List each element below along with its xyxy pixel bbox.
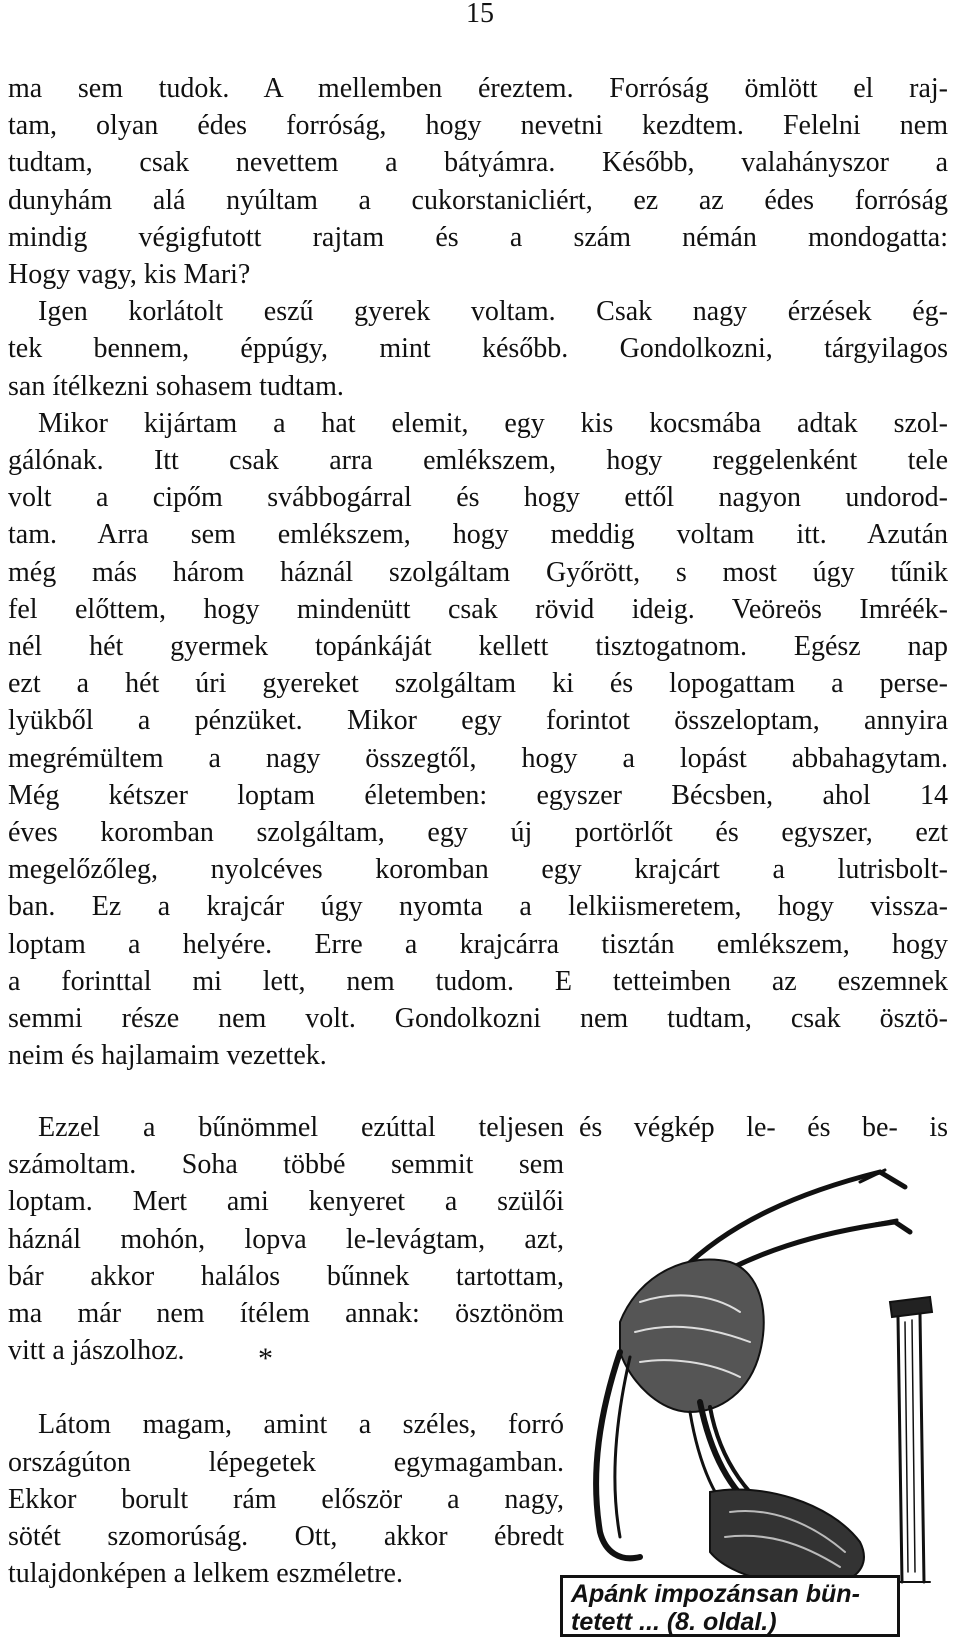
text-line: vitt a jászolhoz. bbox=[8, 1335, 185, 1367]
text-line: megelőzőleg, nyolcéves koromban egy krajcárt a lutrisbolt- bbox=[8, 854, 948, 886]
text-line: megrémültem a nagy összegtől, hogy a lopást abbahagytam. bbox=[8, 742, 948, 774]
text-line: a forinttal mi lett, nem tudom. E tetteimben az eszemnek bbox=[8, 965, 948, 997]
paragraph-3-end bbox=[8, 1037, 948, 1074]
text-line: ma sem tudok. A mellemben éreztem. Forróság ömlött el raj- bbox=[8, 73, 948, 104]
text-line: számoltam. Soha többé semmit sem bbox=[8, 1149, 564, 1181]
paragraph-4-end bbox=[8, 1332, 564, 1369]
engraving-illustration bbox=[560, 1152, 940, 1622]
illustration-caption bbox=[560, 1575, 900, 1637]
text-line: országúton lépegetek egymagamban. bbox=[8, 1446, 564, 1478]
text-line: ban. Ez a krajcár úgy nyomta a lelkiismeretem, hogy vissza- bbox=[8, 891, 948, 923]
text-line: bár akkor halálos bűnnek tartottam, bbox=[8, 1260, 564, 1292]
text-line: tam. Arra sem emlékszem, hogy meddig voltam itt. Azután bbox=[8, 519, 948, 551]
text-line: mindig végigfutott rajtam és a szám némán mondogatta: bbox=[8, 221, 948, 253]
paragraph-5 bbox=[8, 1406, 564, 1555]
left-column bbox=[8, 1109, 564, 1592]
text-line: Ezzel a bűnömmel ezúttal teljesen bbox=[38, 1112, 564, 1143]
text-line: Hogy vagy, kis Mari? bbox=[8, 259, 251, 291]
paragraph-2 bbox=[8, 293, 948, 367]
text-line: nél hét gyermek topánkáját kellett tisztogatnom. Egész nap bbox=[8, 631, 948, 663]
text-line: lyükből a pénzüket. Mikor egy forintot összeloptam, annyira bbox=[8, 705, 948, 737]
text-line: volt a cipőm svábbogárral és hogy ettől nagyon undorod- bbox=[8, 482, 948, 514]
text-line: tudtam, csak nevettem a bátyámra. Később, valahányszor a bbox=[8, 147, 948, 179]
paragraph-1-end bbox=[8, 256, 948, 293]
text-line: Még kétszer loptam életemben: egyszer Bécsben, ahol 14 bbox=[8, 779, 948, 811]
text-line: gálónak. Itt csak arra emlékszem, hogy reggelenként tele bbox=[8, 445, 948, 477]
text-line: éves koromban szolgáltam, egy új portörlőt és egyszer, ezt bbox=[8, 817, 948, 849]
text-line: Mikor kijártam a hat elemit, egy kis kocsmába adtak szol- bbox=[38, 407, 948, 439]
text-line: san ítélkezni sohasem tudtam. bbox=[8, 370, 344, 402]
text-line: tek bennem, éppúgy, mint később. Gondolkozni, tárgyilagos bbox=[8, 333, 948, 365]
paragraph-3 bbox=[8, 405, 948, 1037]
text-line: loptam a helyére. Erre a krajcárra tisztán emlékszem, hogy bbox=[8, 928, 948, 960]
text-line: tam, olyan édes forróság, hogy nevetni kezdtem. Felelni nem bbox=[8, 110, 948, 142]
text-line: háznál mohón, lopva le-levágtam, azt, bbox=[8, 1223, 564, 1255]
paragraph-4 bbox=[8, 1109, 564, 1332]
text-line: sötét szomorúság. Ott, akkor ébredt bbox=[8, 1521, 564, 1553]
section-break-asterisk: * bbox=[258, 1342, 273, 1375]
text-line: Igen korlátolt eszű gyerek voltam. Csak nagy érzések ég- bbox=[38, 296, 948, 328]
text-line: dunyhám alá nyúltam a cukorstanicliért, ez az édes forróság bbox=[8, 184, 948, 216]
text-line: tulajdonképen a lelkem eszméletre. bbox=[8, 1558, 403, 1590]
text-line: ma már nem ítélem annak: ösztönöm bbox=[8, 1298, 564, 1330]
text-line: ezt a hét úri gyereket szolgáltam ki és lopogattam a perse- bbox=[8, 668, 948, 700]
paragraph-1 bbox=[8, 70, 948, 256]
text-line: fel előttem, hogy mindenütt csak rövid ideig. Veöreös Imréék- bbox=[8, 593, 948, 625]
text-line: loptam. Mert ami kenyeret a szülői bbox=[8, 1186, 564, 1218]
page-number: 15 bbox=[466, 0, 494, 29]
text-line: neim és hajlamaim vezettek. bbox=[8, 1040, 327, 1072]
text-line: Látom magam, amint a széles, forró bbox=[38, 1409, 564, 1441]
text-line: semmi része nem volt. Gondolkozni nem tudtam, csak ösztö- bbox=[8, 1003, 948, 1035]
paragraph-5-end bbox=[8, 1555, 564, 1592]
paragraph-2-end bbox=[8, 368, 948, 405]
caption-line: Apánk impozánsan bün- bbox=[571, 1580, 860, 1608]
caption-line: tetett ... (8. oldal.) bbox=[571, 1608, 777, 1636]
text-line: még más három háznál szolgáltam Győrött, s most úgy tűnik bbox=[8, 556, 948, 588]
text-line: Ekkor borult rám először a nagy, bbox=[8, 1483, 564, 1515]
section-spacer bbox=[8, 1369, 564, 1406]
wrap-right-line: és végkép le- és be- is bbox=[579, 1112, 948, 1143]
main-text-block bbox=[8, 70, 948, 1074]
